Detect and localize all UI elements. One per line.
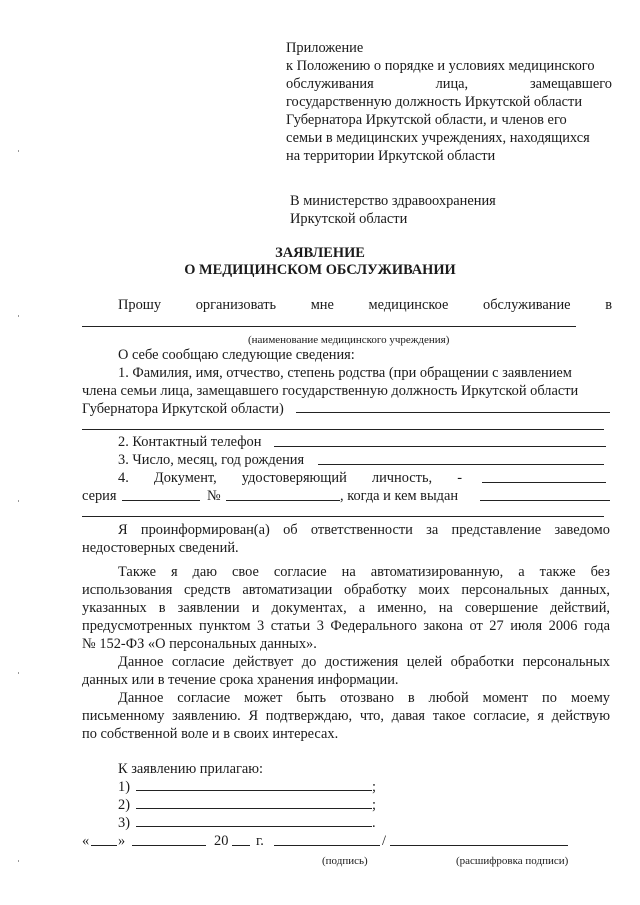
item1-line-3: Губернатора Иркутской области) xyxy=(82,401,284,417)
item1-line-2: члена семьи лица, замещавшего государственную должность Иркутской области xyxy=(82,383,579,399)
appendix-line-3: обслуживания лица, замещавшего xyxy=(286,76,612,92)
item1-line-1: 1. Фамилия, имя, отчество, степень родства (при обращении с заявлением xyxy=(118,365,572,381)
statement-1-line-2: недостоверных сведений. xyxy=(82,540,239,556)
attachment-3-label: 3) xyxy=(118,815,130,831)
title-line-1: ЗАЯВЛЕНИЕ xyxy=(275,245,365,261)
appendix-line-4: государственную должность Иркутской области xyxy=(286,94,583,110)
attachment-1-field[interactable] xyxy=(136,790,372,791)
statement-4-line-3: по собственной воле и в своих интересах. xyxy=(82,726,339,742)
institution-caption: (наименование медицинского учреждения) xyxy=(248,334,450,346)
statement-2-line-1: Также я даю свое согласие на автоматизированную, а также без xyxy=(118,564,610,580)
series-field[interactable] xyxy=(122,500,200,501)
appendix-line-1: Приложение xyxy=(286,40,364,56)
addressee-line-2: Иркутской области xyxy=(290,211,408,227)
attachment-1-end: ; xyxy=(372,779,376,795)
statement-2-line-3: указанных в заявлении и документах, а именно, на совершение действий, xyxy=(82,600,610,616)
scan-mark xyxy=(18,860,19,862)
scan-mark xyxy=(18,672,19,674)
appendix-line-5: Губернатора Иркутской области, и членов его xyxy=(286,112,567,128)
statement-2-line-2: использования средств автоматизации обработку моих персональных данных, xyxy=(82,582,610,598)
date-day-field[interactable] xyxy=(91,845,117,846)
issued-field[interactable] xyxy=(480,500,610,501)
issued-field-2[interactable] xyxy=(82,516,604,517)
attachment-3-end: . xyxy=(372,815,376,831)
date-month-field[interactable] xyxy=(132,845,206,846)
attachment-2-end: ; xyxy=(372,797,376,813)
scan-mark xyxy=(18,500,19,502)
statement-4-line-1: Данное согласие может быть отозвано в любой момент по моему xyxy=(118,690,610,706)
attachments-intro: К заявлению прилагаю: xyxy=(118,761,264,777)
date-quote-open: « xyxy=(82,833,90,849)
item3-label: 3. Число, месяц, год рождения xyxy=(118,452,305,468)
appendix-line-7: на территории Иркутской области xyxy=(286,148,496,164)
signature-slash: / xyxy=(382,833,386,849)
institution-field[interactable] xyxy=(82,326,576,327)
item2-label: 2. Контактный телефон xyxy=(118,434,262,450)
fio-field-1[interactable] xyxy=(296,412,610,413)
year-prefix: 20 xyxy=(214,833,229,849)
signature-decode-field[interactable] xyxy=(390,845,568,846)
signature-caption: (подпись) xyxy=(322,855,368,867)
date-quote-close: » xyxy=(118,833,126,849)
statement-2-line-5: № 152-ФЗ «О персональных данных». xyxy=(82,636,317,652)
title-line-2: О МЕДИЦИНСКОМ ОБСЛУЖИВАНИИ xyxy=(184,262,456,278)
date-year-field[interactable] xyxy=(232,845,250,846)
number-field[interactable] xyxy=(226,500,340,501)
number-label: № xyxy=(207,488,221,504)
signature-field[interactable] xyxy=(274,845,380,846)
statement-1-line-1: Я проинформирован(а) об ответственности за представление заведомо xyxy=(118,522,610,538)
appendix-line-6: семьи в медицинских учреждениях, находящихся xyxy=(286,130,590,146)
attachment-1-label: 1) xyxy=(118,779,130,795)
item4-label: 4. Документ, удостоверяющий личность, - xyxy=(118,470,462,486)
signature-decode-caption: (расшифровка подписи) xyxy=(456,855,569,867)
year-suffix: г. xyxy=(256,833,264,849)
scan-mark xyxy=(18,150,19,152)
attachment-2-label: 2) xyxy=(118,797,130,813)
statement-2-line-4: предусмотренных пунктом 3 статьи 3 Федерального закона от 27 июля 2006 года xyxy=(82,618,610,634)
appendix-line-2: к Положению о порядке и условиях медицинского xyxy=(286,58,595,74)
statement-3-line-2: данных или в течение срока хранения информации. xyxy=(82,672,399,688)
addressee-line-1: В министерство здравоохранения xyxy=(290,193,496,209)
statement-3-line-1: Данное согласие действует до достижения целей обработки персональных xyxy=(118,654,610,670)
series-label: серия xyxy=(82,488,117,504)
scan-mark xyxy=(18,315,19,317)
request-text: Прошу организовать мне медицинское обслуживание в xyxy=(118,297,612,313)
info-intro: О себе сообщаю следующие сведения: xyxy=(118,347,355,363)
phone-field[interactable] xyxy=(274,446,606,447)
fio-field-2[interactable] xyxy=(82,429,604,430)
birthdate-field[interactable] xyxy=(318,464,604,465)
attachment-2-field[interactable] xyxy=(136,808,372,809)
statement-4-line-2: письменному заявлению. Я подтверждаю, что, давая такое согласие, я действую xyxy=(82,708,610,724)
issued-label: , когда и кем выдан xyxy=(340,488,459,504)
attachment-3-field[interactable] xyxy=(136,826,372,827)
document-field[interactable] xyxy=(482,482,606,483)
